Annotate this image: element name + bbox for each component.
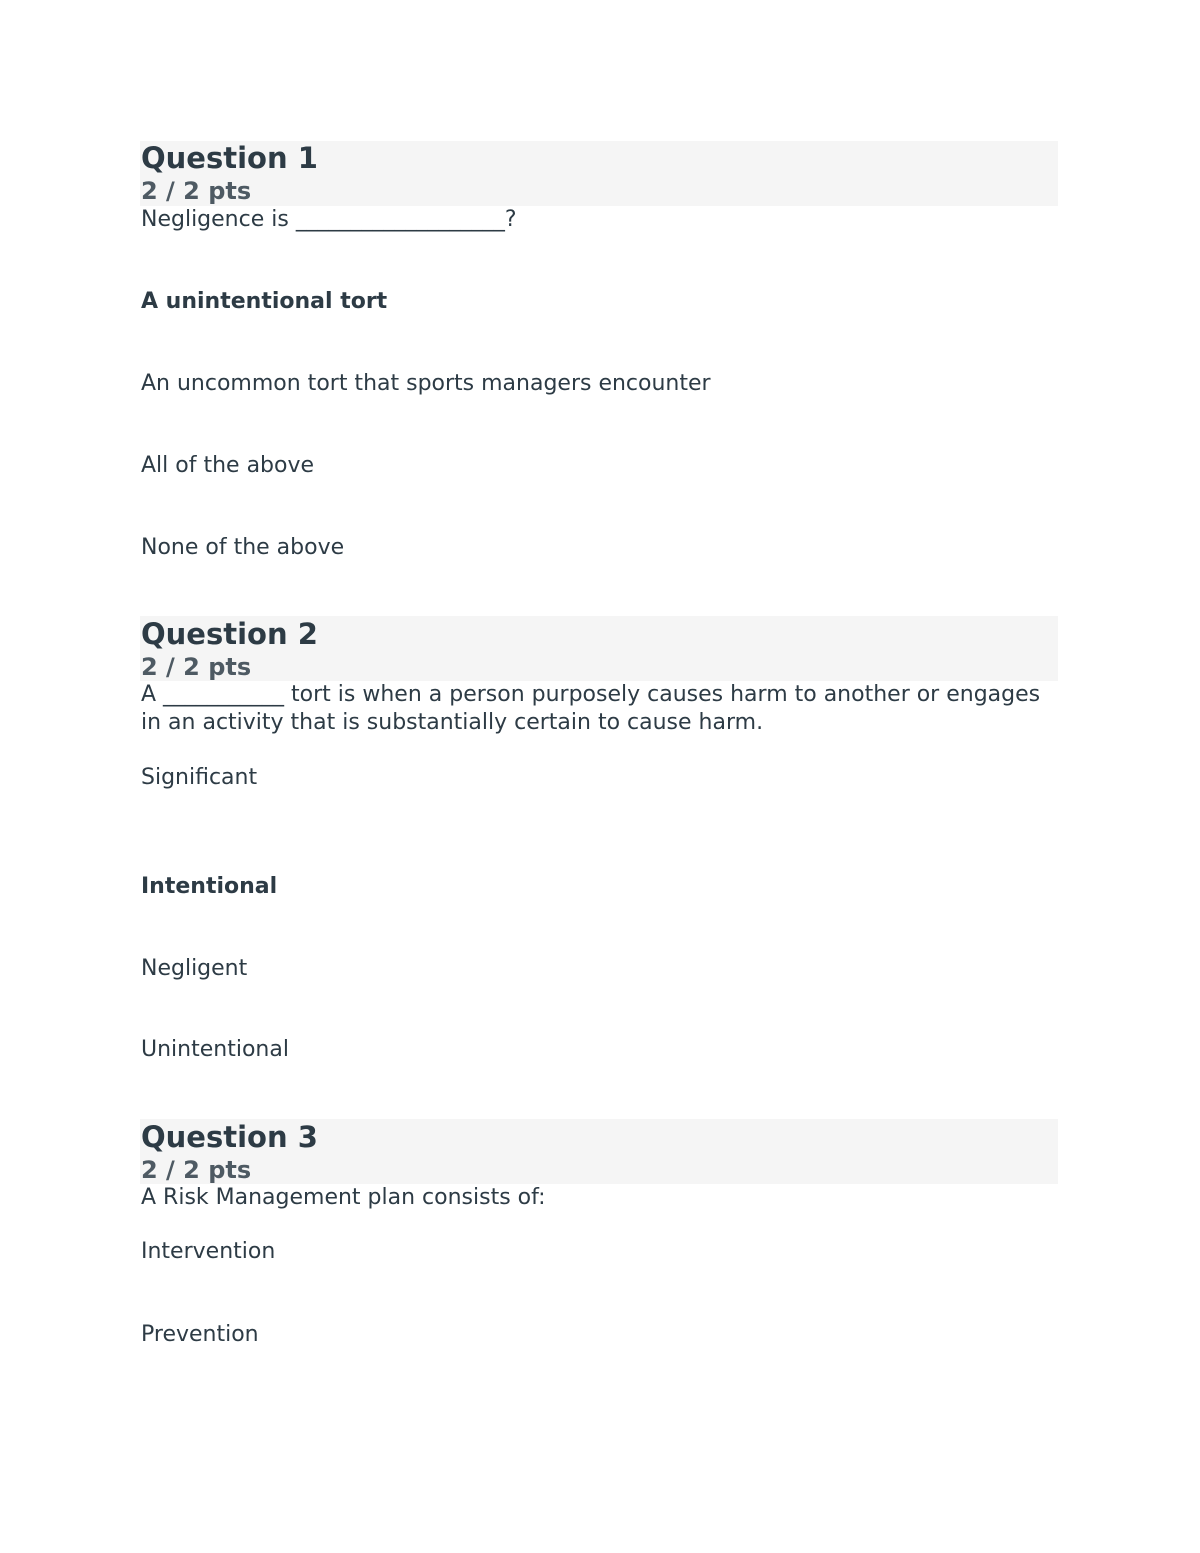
question-2-answer-1[interactable]: Significant bbox=[141, 765, 258, 790]
question-2-title: Question 2 bbox=[141, 617, 318, 651]
question-1-answer-1[interactable]: A unintentional tort bbox=[141, 289, 388, 314]
question-3-points: 2 / 2 pts bbox=[141, 1156, 252, 1184]
question-2-text: A ___________ tort is when a person purposely causes harm to another or engages in an activity that is substantially certain to cause harm. bbox=[141, 682, 1048, 735]
question-3-title: Question 3 bbox=[141, 1120, 318, 1154]
question-3-answer-2[interactable]: Prevention bbox=[141, 1322, 259, 1347]
question-3-text: A Risk Management plan consists of: bbox=[141, 1185, 546, 1210]
question-1-answer-4[interactable]: None of the above bbox=[141, 535, 345, 560]
question-1-answer-2[interactable]: An uncommon tort that sports managers encounter bbox=[141, 371, 711, 396]
question-2-answer-2[interactable]: Intentional bbox=[141, 874, 278, 899]
question-3-answer-1[interactable]: Intervention bbox=[141, 1239, 276, 1264]
question-2-answer-4[interactable]: Unintentional bbox=[141, 1037, 289, 1062]
question-1-points: 2 / 2 pts bbox=[141, 177, 252, 205]
question-2-points: 2 / 2 pts bbox=[141, 653, 252, 681]
question-1-text: Negligence is ___________________? bbox=[141, 207, 517, 232]
question-2-answer-3[interactable]: Negligent bbox=[141, 956, 248, 981]
question-1-title: Question 1 bbox=[141, 141, 318, 175]
question-1-answer-3[interactable]: All of the above bbox=[141, 453, 315, 478]
